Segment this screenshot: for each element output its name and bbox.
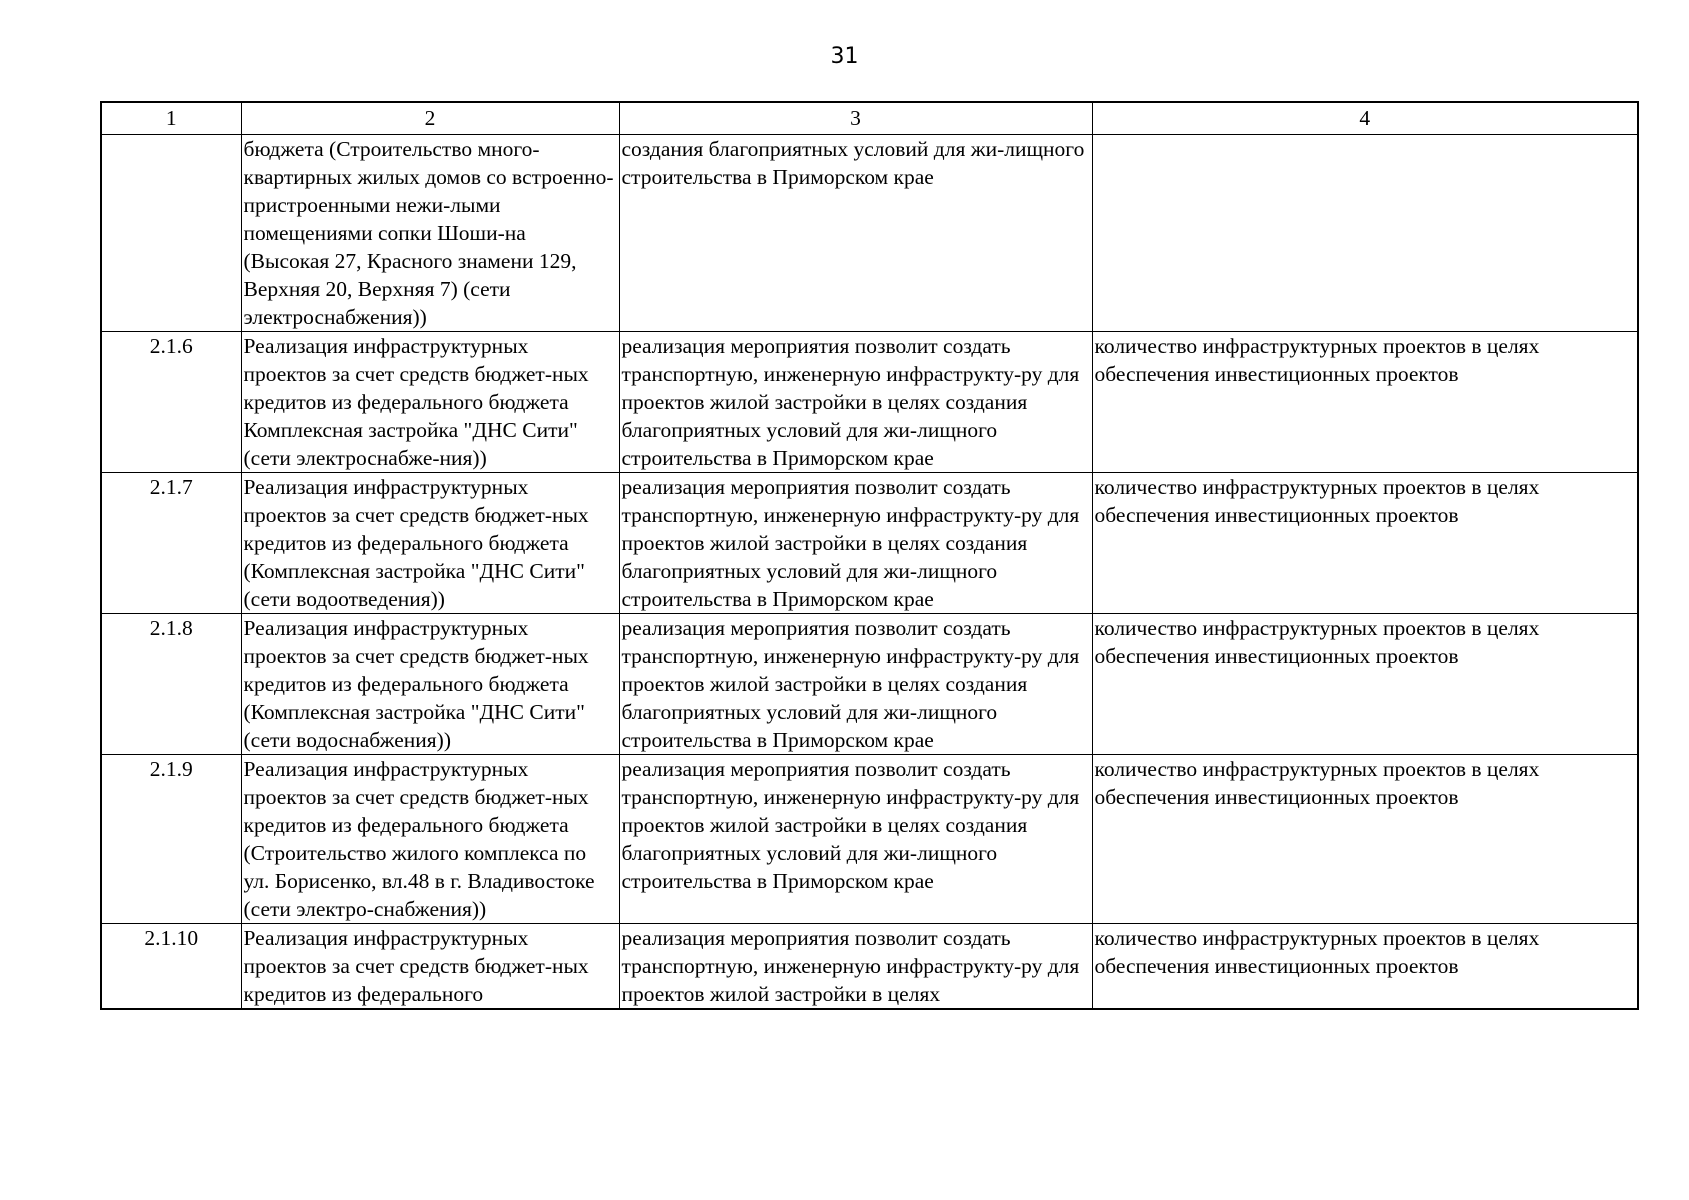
- table-body: [101, 135, 1638, 1010]
- indicator: количество инфраструктурных проектов в целях обеспечения инвестиционных проектов: [1092, 755, 1638, 924]
- header-row: [101, 102, 1638, 135]
- page-number: 31: [830, 44, 859, 69]
- table-row: [101, 924, 1638, 1010]
- column-header-1: 1: [101, 102, 241, 135]
- indicator: количество инфраструктурных проектов в целях обеспечения инвестиционных проектов: [1092, 614, 1638, 755]
- indicator: количество инфраструктурных проектов в целях обеспечения инвестиционных проектов: [1092, 332, 1638, 473]
- expected-result: реализация мероприятия позволит создать транспортную, инженерную инфраструкту-ру для проектов жилой застройки в целях создания благоприятных условий для жи-лищного строительства в Приморском крае: [619, 332, 1092, 473]
- row-number: [101, 135, 241, 332]
- row-number: 2.1.6: [101, 332, 241, 473]
- measure-name: Реализация инфраструктурных проектов за счет средств бюджет-ных кредитов из федерального бюджета (Строительство жилого комплекса по ул. Борисенко, вл.48 в г. Владивостоке (сети электро-снабжения)): [241, 755, 619, 924]
- expected-result: реализация мероприятия позволит создать транспортную, инженерную инфраструкту-ру для проектов жилой застройки в целях создания благоприятных условий для жи-лищного строительства в Приморском крае: [619, 473, 1092, 614]
- table-row: [101, 473, 1638, 614]
- expected-result: создания благоприятных условий для жи-лищного строительства в Приморском крае: [619, 135, 1092, 332]
- column-header-4: 4: [1092, 102, 1638, 135]
- expected-result: реализация мероприятия позволит создать транспортную, инженерную инфраструкту-ру для проектов жилой застройки в целях: [619, 924, 1092, 1010]
- measure-name: Реализация инфраструктурных проектов за счет средств бюджет-ных кредитов из федерального бюджета (Комплексная застройка "ДНС Сити" (сети водоотведения)): [241, 473, 619, 614]
- table-header: [101, 102, 1638, 135]
- table-row: [101, 755, 1638, 924]
- table-row: [101, 332, 1638, 473]
- measure-name: бюджета (Строительство много-квартирных жилых домов со встроенно-пристроенными нежи-лыми помещениями сопки Шоши-на (Высокая 27, Красного знамени 129, Верхняя 20, Верхняя 7) (сети электроснабжения)): [241, 135, 619, 332]
- row-number: 2.1.9: [101, 755, 241, 924]
- row-number: 2.1.8: [101, 614, 241, 755]
- column-header-2: 2: [241, 102, 619, 135]
- measure-name: Реализация инфраструктурных проектов за счет средств бюджет-ных кредитов из федерального: [241, 924, 619, 1010]
- measure-name: Реализация инфраструктурных проектов за счет средств бюджет-ных кредитов из федерального бюджета (Комплексная застройка "ДНС Сити" (сети водоснабжения)): [241, 614, 619, 755]
- indicator: количество инфраструктурных проектов в целях обеспечения инвестиционных проектов: [1092, 924, 1638, 1010]
- expected-result: реализация мероприятия позволит создать транспортную, инженерную инфраструкту-ру для проектов жилой застройки в целях создания благоприятных условий для жи-лищного строительства в Приморском крае: [619, 614, 1092, 755]
- indicator: количество инфраструктурных проектов в целях обеспечения инвестиционных проектов: [1092, 473, 1638, 614]
- column-header-3: 3: [619, 102, 1092, 135]
- measure-name: Реализация инфраструктурных проектов за счет средств бюджет-ных кредитов из федерального бюджета Комплексная застройка "ДНС Сити" (сети электроснабже-ния)): [241, 332, 619, 473]
- row-number: 2.1.10: [101, 924, 241, 1010]
- table-row: [101, 614, 1638, 755]
- measures-table: [100, 101, 1639, 1010]
- expected-result: реализация мероприятия позволит создать транспортную, инженерную инфраструкту-ру для проектов жилой застройки в целях создания благоприятных условий для жи-лищного строительства в Приморском крае: [619, 755, 1092, 924]
- indicator: [1092, 135, 1638, 332]
- row-number: 2.1.7: [101, 473, 241, 614]
- table-row: [101, 135, 1638, 332]
